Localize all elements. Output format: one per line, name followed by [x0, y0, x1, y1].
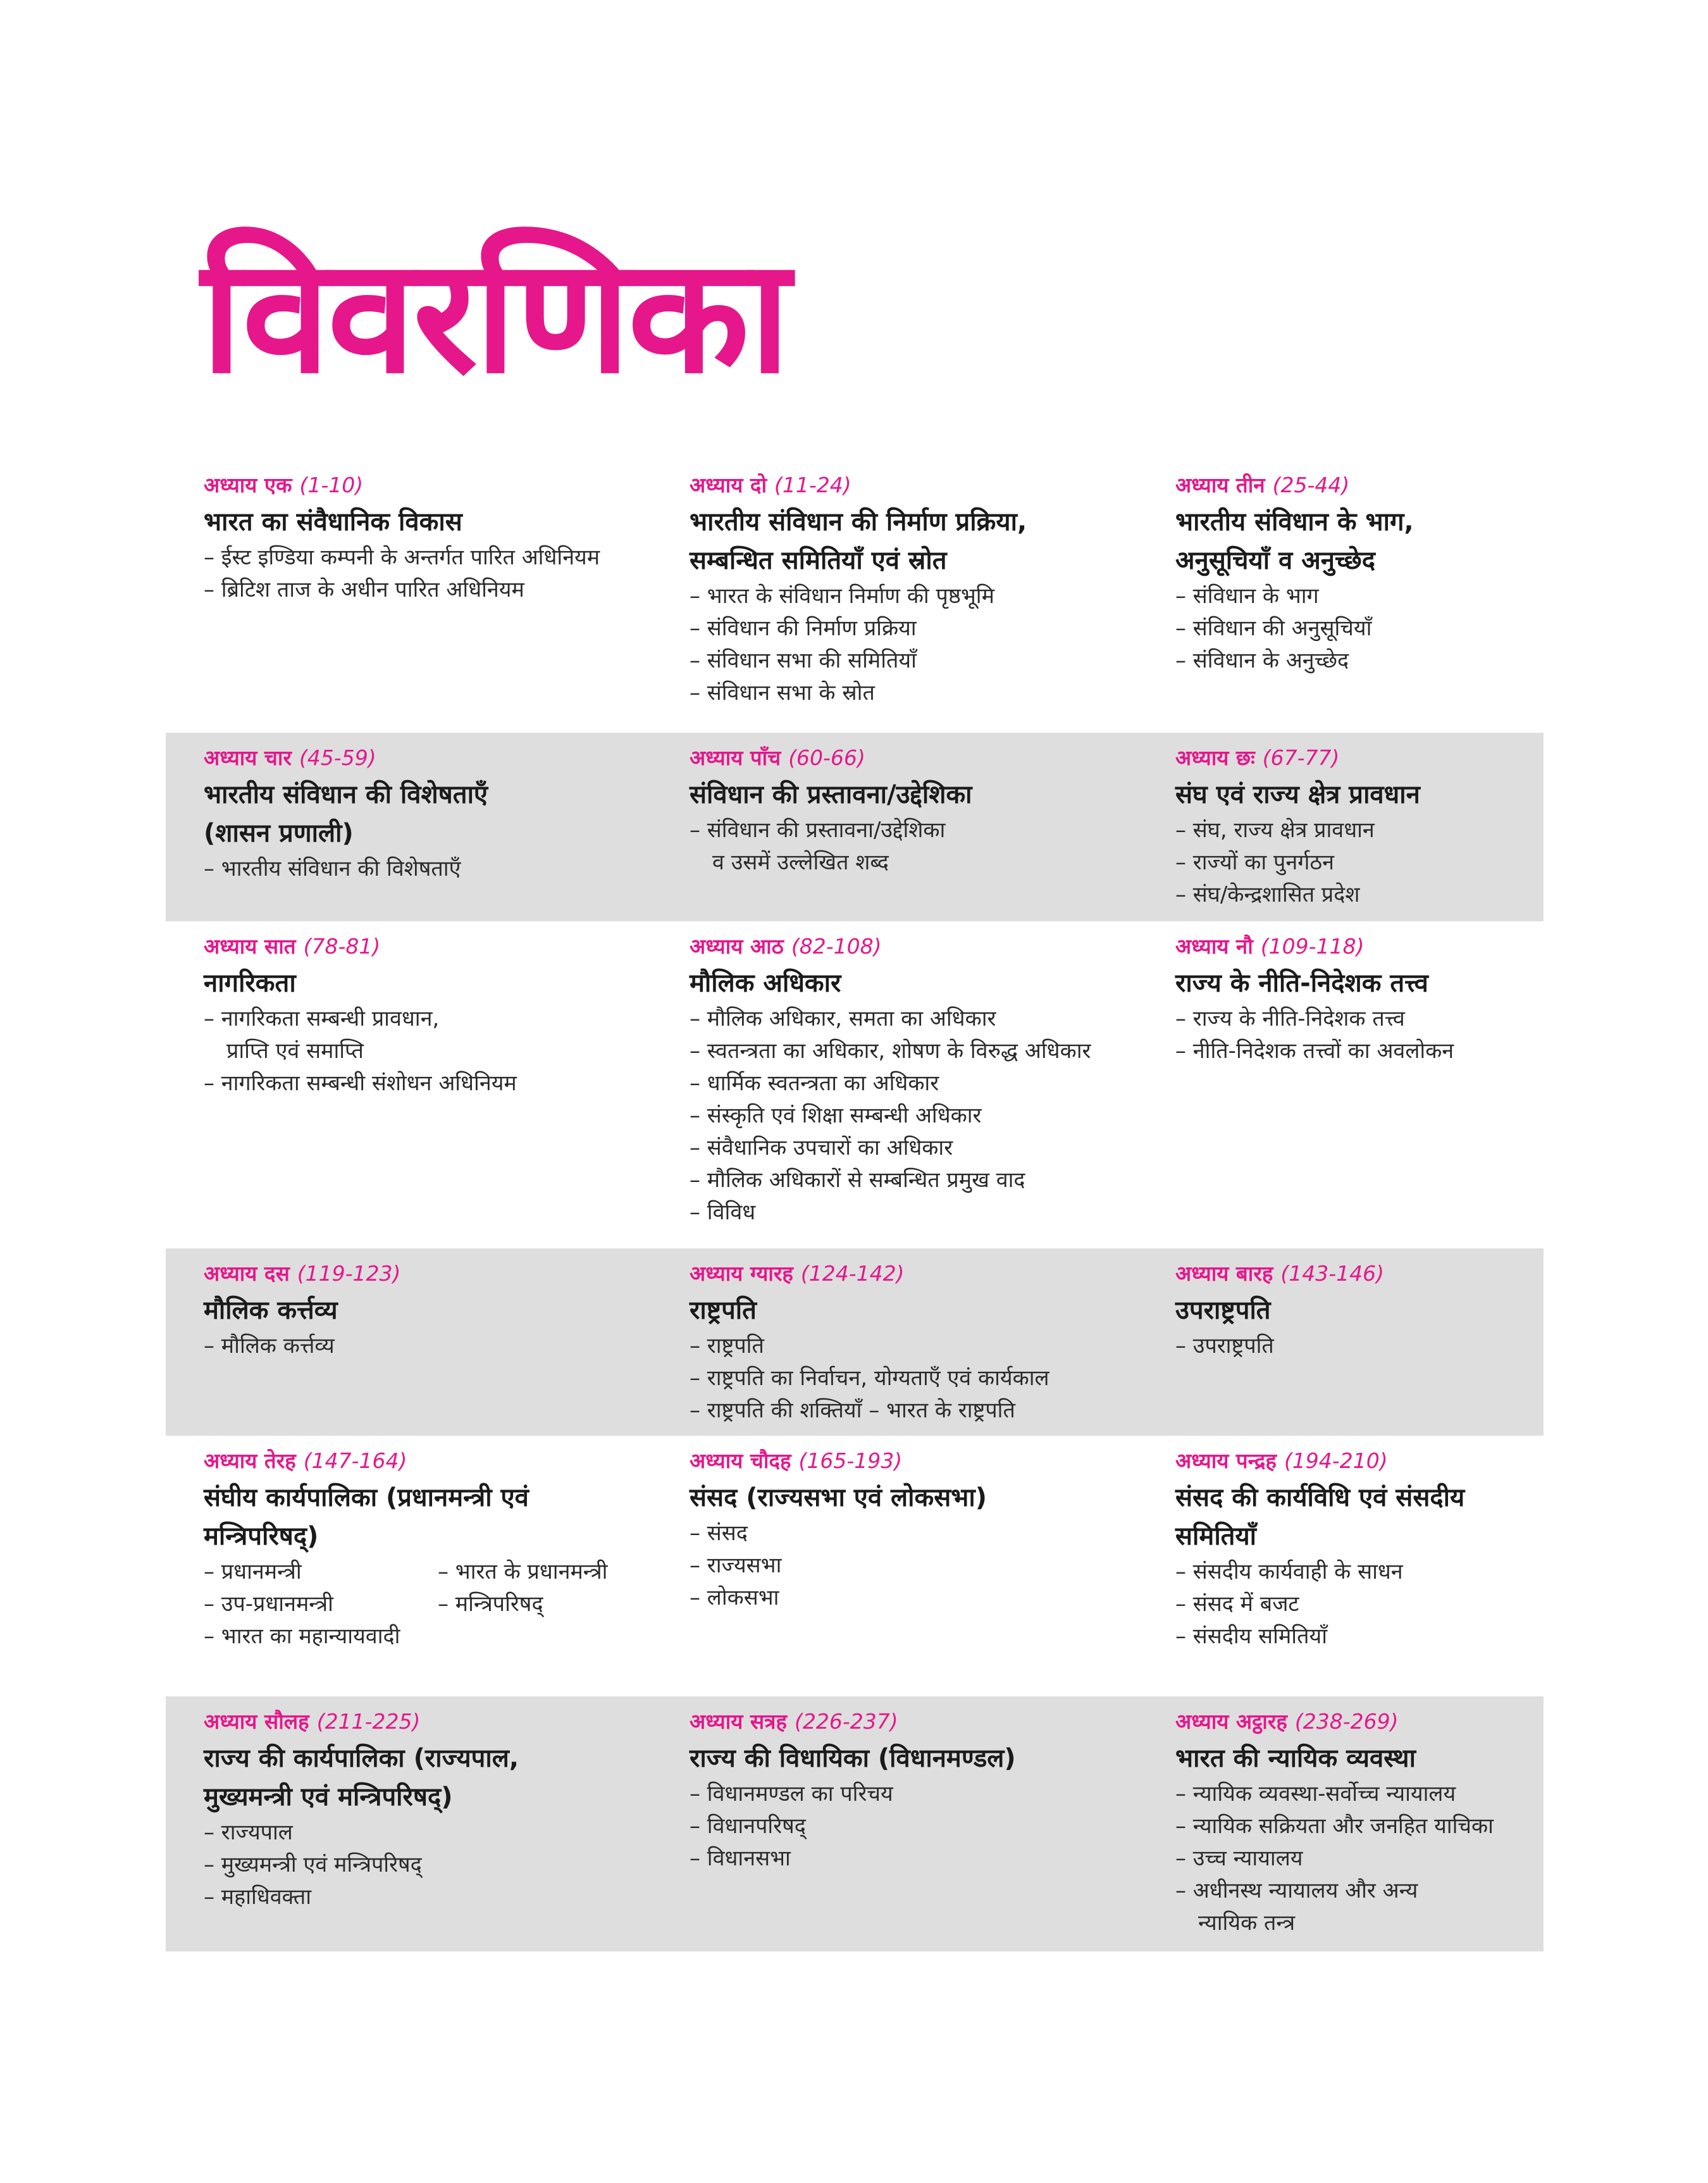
topic-item: – धार्मिक स्वतन्त्रता का अधिकार	[690, 1071, 939, 1096]
chapter-entry	[166, 471, 652, 733]
chapter-title: नागरिकता	[204, 969, 296, 998]
chapter-page-range: (194-210)	[1284, 1448, 1388, 1473]
chapter-label: अध्याय दो	[690, 473, 767, 497]
topic-item: – मौलिक अधिकार, समता का अधिकार	[690, 1006, 996, 1031]
topic-item: – राज्य के नीति-निदेशक तत्त्व	[1175, 1006, 1405, 1031]
chapter-label: अध्याय सौलह	[204, 1709, 309, 1734]
topic-item: – संविधान सभा की समितियाँ	[690, 648, 917, 673]
chapter-entry	[166, 744, 652, 921]
topic-list	[1175, 814, 1544, 911]
chapter-band	[166, 733, 1544, 921]
chapter-label: अध्याय ग्यारह	[690, 1261, 793, 1286]
chapter-page-range: (211-225)	[316, 1709, 421, 1734]
topic-list	[204, 1817, 652, 1913]
chapter-page-range: (82-108)	[791, 934, 882, 959]
chapter-band	[166, 921, 1544, 1248]
chapter-entry	[652, 744, 1137, 921]
topic-item: – महाधिवक्ता	[204, 1884, 312, 1910]
chapter-title: मौलिक अधिकार	[690, 969, 841, 998]
topic-item: – भारतीय संविधान की विशेषताएँ	[204, 856, 461, 881]
topic-item: – प्रधानमन्त्री	[204, 1559, 302, 1584]
topic-item: – संविधान के अनुच्छेद	[1175, 648, 1349, 673]
chapter-entry	[166, 933, 652, 1248]
topic-list	[690, 814, 1137, 879]
chapter-title: संघ एवं राज्य क्षेत्र प्रावधान	[1175, 780, 1420, 809]
topic-item: – विधानमण्डल का परिचय	[690, 1781, 893, 1807]
topic-list	[690, 1778, 1137, 1875]
chapter-title: राष्ट्रपति	[690, 1296, 757, 1325]
topic-list	[690, 1330, 1137, 1427]
chapter-label: अध्याय चौदह	[690, 1448, 791, 1473]
chapter-label: अध्याय छः	[1175, 745, 1255, 770]
chapter-heading	[690, 933, 1137, 961]
chapter-page-range: (147-164)	[303, 1448, 407, 1473]
chapter-entry	[652, 1708, 1137, 1951]
chapter-heading	[690, 471, 1137, 499]
topic-item: – भारत का महान्यायवादी	[204, 1624, 400, 1649]
chapter-heading	[1175, 1447, 1544, 1475]
topic-item: – लोकसभा	[690, 1585, 779, 1610]
topic-item: – भारत के संविधान निर्माण की पृष्ठभूमि	[690, 583, 994, 609]
topic-list	[204, 1556, 652, 1653]
chapter-label: अध्याय सात	[204, 934, 296, 959]
chapter-title: संसद की कार्यविधि एवं संसदीय समितियाँ	[1175, 1483, 1465, 1551]
chapter-title: मौलिक कर्त्तव्य	[204, 1296, 338, 1325]
chapter-heading	[204, 471, 652, 499]
topic-item: – नागरिकता सम्बन्धी संशोधन अधिनियम	[204, 1071, 517, 1096]
chapter-band	[166, 1248, 1544, 1436]
topic-item: – संविधान सभा के स्रोत	[690, 680, 875, 706]
chapter-entry	[1137, 471, 1544, 733]
chapter-heading	[1175, 1260, 1544, 1288]
topic-item: – मुख्यमन्त्री एवं मन्त्रिपरिषद्	[204, 1852, 422, 1877]
chapter-entry	[1137, 1447, 1544, 1696]
chapter-page-range: (11-24)	[774, 473, 851, 497]
topic-item: – न्यायिक व्यवस्था-सर्वोच्च न्यायालय	[1175, 1781, 1456, 1807]
chapter-heading	[690, 1447, 1137, 1475]
topic-list	[690, 1003, 1137, 1229]
topic-item: – ईस्ट इण्डिया कम्पनी के अन्तर्गत पारित अधिनियम	[204, 545, 600, 570]
chapter-title: उपराष्ट्रपति	[1175, 1296, 1271, 1325]
chapter-entry	[166, 1708, 652, 1951]
chapter-title: संसद (राज्यसभा एवं लोकसभा)	[690, 1483, 987, 1512]
topic-item: – संविधान के भाग	[1175, 583, 1319, 609]
chapter-entry	[652, 1260, 1137, 1436]
chapter-entry	[652, 1447, 1137, 1696]
chapter-band	[166, 1436, 1544, 1696]
topic-item: – संसदीय समितियाँ	[1175, 1624, 1327, 1649]
chapter-page-range: (60-66)	[788, 745, 865, 770]
chapter-page-range: (143-146)	[1280, 1261, 1384, 1286]
chapter-heading	[204, 1708, 652, 1736]
chapter-page-range: (1-10)	[299, 473, 364, 497]
chapter-heading	[1175, 1708, 1544, 1736]
topic-item: – संविधान की प्रस्तावना/उद्देशिका व उसमें उल्लेखित शब्द	[690, 818, 946, 875]
topic-item: – संसदीय कार्यवाही के साधन	[1175, 1559, 1403, 1584]
chapter-heading	[204, 933, 652, 961]
topic-list	[1175, 1003, 1544, 1067]
chapter-label: अध्याय आठ	[690, 934, 784, 959]
chapter-label: अध्याय अट्ठारह	[1175, 1709, 1287, 1734]
chapter-entry	[1137, 1708, 1544, 1951]
chapter-heading	[690, 1260, 1137, 1288]
chapter-heading	[204, 1260, 652, 1288]
chapter-heading	[1175, 744, 1544, 772]
chapter-band	[166, 1696, 1544, 1951]
chapter-heading	[204, 744, 652, 772]
topic-list	[1175, 1778, 1544, 1939]
chapter-title: भारतीय संविधान की विशेषताएँ (शासन प्रणाली)	[204, 780, 488, 848]
chapter-title: भारत का संवैधानिक विकास	[204, 507, 462, 537]
chapter-page-range: (165-193)	[798, 1448, 903, 1473]
chapter-label: अध्याय दस	[204, 1261, 290, 1286]
topic-item: – विविध	[690, 1200, 756, 1225]
topic-item: – नागरिकता सम्बन्धी प्रावधान, प्राप्ति एवं समाप्ति	[204, 1006, 440, 1064]
topic-item: – राज्यपाल	[204, 1820, 293, 1845]
topic-item: – स्वतन्त्रता का अधिकार, शोषण के विरुद्ध अधिकार	[690, 1038, 1091, 1064]
chapter-heading	[690, 1708, 1137, 1736]
contents-grid	[166, 471, 1544, 1951]
chapter-heading	[1175, 471, 1544, 499]
chapter-heading	[690, 744, 1137, 772]
chapter-entry	[166, 1447, 652, 1696]
chapter-title: संविधान की प्रस्तावना/उद्देशिका	[690, 780, 972, 809]
chapter-heading	[204, 1447, 652, 1475]
chapter-label: अध्याय एक	[204, 473, 292, 497]
chapter-page-range: (226-237)	[794, 1709, 898, 1734]
topic-item: – संसद	[690, 1521, 748, 1546]
chapter-heading	[1175, 933, 1544, 961]
topic-item: – संवैधानिक उपचारों का अधिकार	[690, 1135, 953, 1160]
topic-list	[690, 1517, 1137, 1614]
topic-item: – विधानसभा	[690, 1846, 791, 1871]
topic-list	[204, 1330, 652, 1362]
topic-item: – अधीनस्थ न्यायालय और अन्य न्यायिक तन्त्र	[1175, 1878, 1418, 1936]
topic-item: – मन्त्रिपरिषद्	[438, 1591, 543, 1617]
topic-item: – मौलिक कर्त्तव्य	[204, 1333, 335, 1359]
chapter-title: संघीय कार्यपालिका (प्रधानमन्त्री एवं मन्त्रिपरिषद्)	[204, 1483, 529, 1551]
topic-item: – संघ, राज्य क्षेत्र प्रावधान	[1175, 818, 1375, 843]
topic-item: – राष्ट्रपति की शक्तियाँ – भारत के राष्ट्रपति	[690, 1398, 1015, 1423]
topic-item: – ब्रिटिश ताज के अधीन पारित अधिनियम	[204, 577, 524, 602]
chapter-page-range: (67-77)	[1262, 745, 1340, 770]
chapter-page-range: (109-118)	[1260, 934, 1365, 959]
topic-list	[1175, 580, 1544, 677]
topic-item: – राष्ट्रपति	[690, 1333, 764, 1359]
topic-item: – राष्ट्रपति का निर्वाचन, योग्यताएँ एवं कार्यकाल	[690, 1365, 1049, 1391]
chapter-label: अध्याय तीन	[1175, 473, 1265, 497]
chapter-entry	[1137, 933, 1544, 1248]
topic-item: – उच्च न्यायालय	[1175, 1846, 1303, 1871]
topic-list	[204, 1003, 652, 1100]
chapter-title: राज्य के नीति-निदेशक तत्त्व	[1175, 969, 1428, 998]
chapter-label: अध्याय नौ	[1175, 934, 1253, 959]
topic-item: – न्यायिक सक्रियता और जनहित याचिका	[1175, 1813, 1494, 1839]
chapter-label: अध्याय सत्रह	[690, 1709, 787, 1734]
topic-item: – राज्यसभा	[690, 1553, 782, 1578]
chapter-title: राज्य की कार्यपालिका (राज्यपाल, मुख्यमन्त्री एवं मन्त्रिपरिषद्)	[204, 1744, 519, 1812]
chapter-label: अध्याय बारह	[1175, 1261, 1273, 1286]
topic-item: – संसद में बजट	[1175, 1591, 1299, 1617]
chapter-label: अध्याय तेरह	[204, 1448, 296, 1473]
topic-item: – संविधान की अनुसूचियाँ	[1175, 616, 1372, 641]
chapter-page-range: (25-44)	[1272, 473, 1350, 497]
chapter-title: भारतीय संविधान के भाग, अनुसूचियाँ व अनुच्छेद	[1175, 507, 1414, 575]
page-title: विवरणिका	[201, 224, 788, 408]
topic-list	[1175, 1556, 1544, 1653]
topic-item: – भारत के प्रधानमन्त्री	[438, 1559, 608, 1584]
chapter-band	[166, 471, 1544, 733]
topic-list	[690, 580, 1137, 709]
topic-item: – उप-प्रधानमन्त्री	[204, 1591, 333, 1617]
chapter-entry	[1137, 1260, 1544, 1436]
chapter-page-range: (124-142)	[800, 1261, 905, 1286]
topic-item: – संघ/केन्द्रशासित प्रदेश	[1175, 882, 1360, 907]
topic-list	[204, 542, 652, 606]
chapter-entry	[166, 1260, 652, 1436]
chapter-label: अध्याय पन्द्रह	[1175, 1448, 1277, 1473]
topic-item: – संविधान की निर्माण प्रक्रिया	[690, 616, 917, 641]
chapter-title: भारतीय संविधान की निर्माण प्रक्रिया, सम्बन्धित समितियाँ एवं स्रोत	[690, 507, 1027, 575]
chapter-label: अध्याय चार	[204, 745, 292, 770]
chapter-title: भारत की न्यायिक व्यवस्था	[1175, 1744, 1416, 1773]
chapter-entry	[1137, 744, 1544, 921]
chapter-title: राज्य की विधायिका (विधानमण्डल)	[690, 1744, 1016, 1773]
topic-list	[1175, 1330, 1544, 1362]
chapter-entry	[652, 471, 1137, 733]
topic-item: – विधानपरिषद्	[690, 1813, 806, 1839]
chapter-page-range: (238-269)	[1294, 1709, 1399, 1734]
chapter-entry	[652, 933, 1137, 1248]
chapter-page-range: (45-59)	[299, 745, 376, 770]
topic-item: – राज्यों का पुनर्गठन	[1175, 850, 1334, 875]
topic-item: – संस्कृति एवं शिक्षा सम्बन्धी अधिकार	[690, 1103, 982, 1128]
topic-item: – नीति-निदेशक तत्त्वों का अवलोकन	[1175, 1038, 1454, 1064]
topic-list	[204, 853, 652, 885]
topic-item: – मौलिक अधिकारों से सम्बन्धित प्रमुख वाद	[690, 1167, 1025, 1193]
chapter-label: अध्याय पाँच	[690, 745, 781, 770]
chapter-page-range: (119-123)	[297, 1261, 401, 1286]
chapter-page-range: (78-81)	[303, 934, 381, 959]
topic-item: – उपराष्ट्रपति	[1175, 1333, 1274, 1359]
